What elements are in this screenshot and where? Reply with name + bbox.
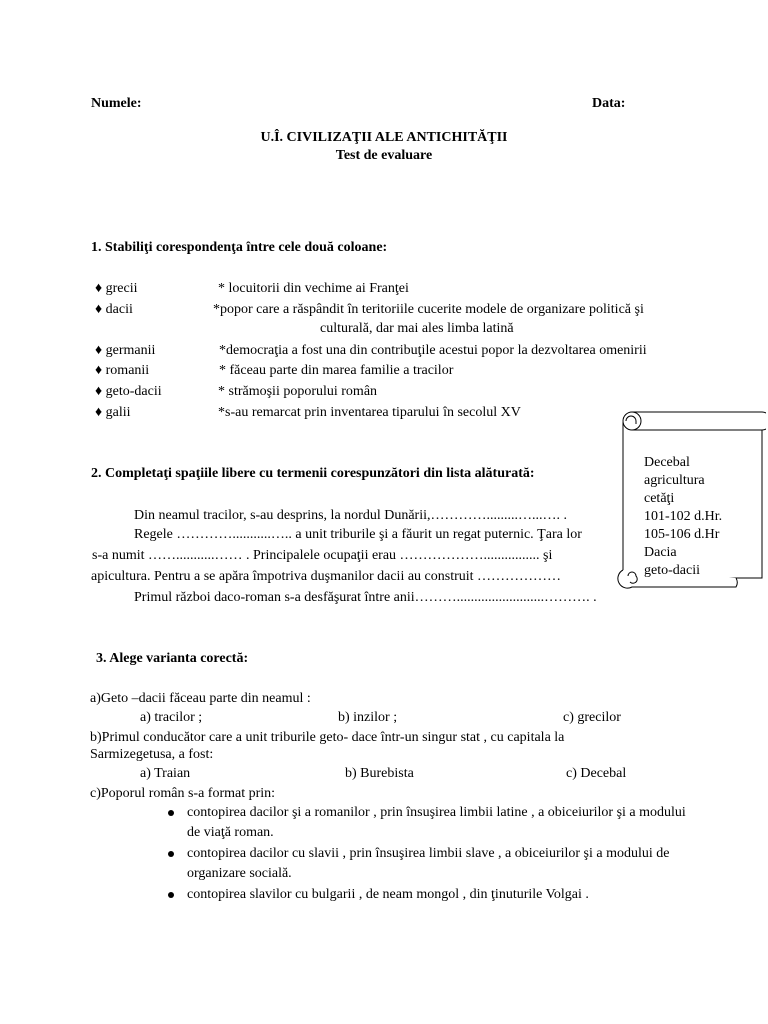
bullet-icon <box>168 892 174 898</box>
q3a-question: a)Geto –dacii făceau parte din neamul : <box>90 691 311 706</box>
q3-heading: 3. Alege varianta corectă: <box>96 651 249 666</box>
q1-term: ♦ grecii <box>95 281 138 296</box>
q1-desc: * strămoşii poporului român <box>218 384 378 399</box>
bullet-icon <box>168 851 174 857</box>
q2-line: Din neamul tracilor, s-au desprins, la nordul Dunării,………….........…...…. . <box>134 508 567 523</box>
q3a-option: c) grecilor <box>563 710 621 725</box>
name-label: Numele: <box>91 96 142 111</box>
page-subtitle: Test de evaluare <box>335 148 433 163</box>
q3a-option: b) inzilor ; <box>338 710 398 725</box>
q1-desc-continued: culturală, dar mai ales limba latină <box>320 321 514 336</box>
q1-desc: * făceau parte din marea familie a tracilor <box>219 363 454 378</box>
word-bank-item: Decebal <box>644 455 690 470</box>
q2-line: s-a numit ……...........…… . Principalele ocupaţii erau ………………................ şi <box>92 548 553 563</box>
date-label: Data: <box>592 96 626 111</box>
word-bank-item: 105-106 d.Hr <box>644 527 720 542</box>
word-bank-scroll <box>616 410 766 592</box>
q1-desc: * locuitorii din vechime ai Franţei <box>218 281 409 296</box>
word-bank-item: 101-102 d.Hr. <box>644 509 723 524</box>
word-bank-list <box>644 454 722 580</box>
q3b-question-cont: Sarmizegetusa, a fost: <box>90 747 214 762</box>
list-item <box>168 885 688 905</box>
q3c-options-list <box>168 803 688 906</box>
q2-line: Regele …………...........….. a unit triburile şi a făurit un regat puternic. Ţara lor <box>134 527 582 542</box>
bullet-icon <box>168 810 174 816</box>
list-item <box>168 803 688 843</box>
word-bank-item: geto-dacii <box>644 563 700 578</box>
q3c-option: contopirea slavilor cu bulgarii , de neam mongol , din ţinuturile Volgai . <box>187 887 589 902</box>
q3b-option: c) Decebal <box>566 766 627 781</box>
q3b-question: b)Primul conducător care a unit triburile geto- dace într-un singur stat , cu capitala la <box>90 730 565 745</box>
q3b-option: b) Burebista <box>345 766 414 781</box>
word-bank-item: Dacia <box>644 545 677 560</box>
word-bank-item: cetăţi <box>644 491 675 506</box>
q1-term: ♦ geto-dacii <box>95 384 162 399</box>
q1-heading: 1. Stabiliţi corespondenţa între cele două coloane: <box>91 240 388 255</box>
list-item <box>168 844 688 884</box>
q1-desc: *s-au remarcat prin inventarea tiparului în secolul XV <box>218 405 521 420</box>
q2-heading: 2. Completaţi spaţiile libere cu termenii corespunzători din lista alăturată: <box>91 466 535 481</box>
q2-line: Primul război daco-roman s-a desfăşurat între anii……….........................………. . <box>134 590 597 605</box>
q1-desc: *popor care a răspândit în teritoriile cucerite modele de organizare politică şi <box>213 302 644 317</box>
q3b-option: a) Traian <box>140 766 191 781</box>
q3c-option: contopirea dacilor cu slavii , prin însuşirea limbii slave , a obiceiurilor şi a modului de organizare socială. <box>187 846 670 881</box>
q1-desc: *democraţia a fost una din contribuţile acestui popor la dezvoltarea omenirii <box>219 343 647 358</box>
q1-term: ♦ galii <box>95 405 131 420</box>
q3c-option: contopirea dacilor şi a romanilor , prin însuşirea limbii latine , a obiceiurilor şi a modului de viaţă roman. <box>187 805 686 840</box>
q1-term: ♦ dacii <box>95 302 133 317</box>
q2-line: apicultura. Pentru a se apăra împotriva duşmanilor dacii au construit ……………… <box>91 569 562 584</box>
q3c-question: c)Poporul român s-a format prin: <box>90 786 276 801</box>
page-title: U.Î. CIVILIZAŢII ALE ANTICHITĂŢII <box>260 130 508 145</box>
q1-term: ♦ germanii <box>95 343 156 358</box>
word-bank-item: agricultura <box>644 473 705 488</box>
q3a-option: a) tracilor ; <box>140 710 203 725</box>
q1-term: ♦ romanii <box>95 363 150 378</box>
